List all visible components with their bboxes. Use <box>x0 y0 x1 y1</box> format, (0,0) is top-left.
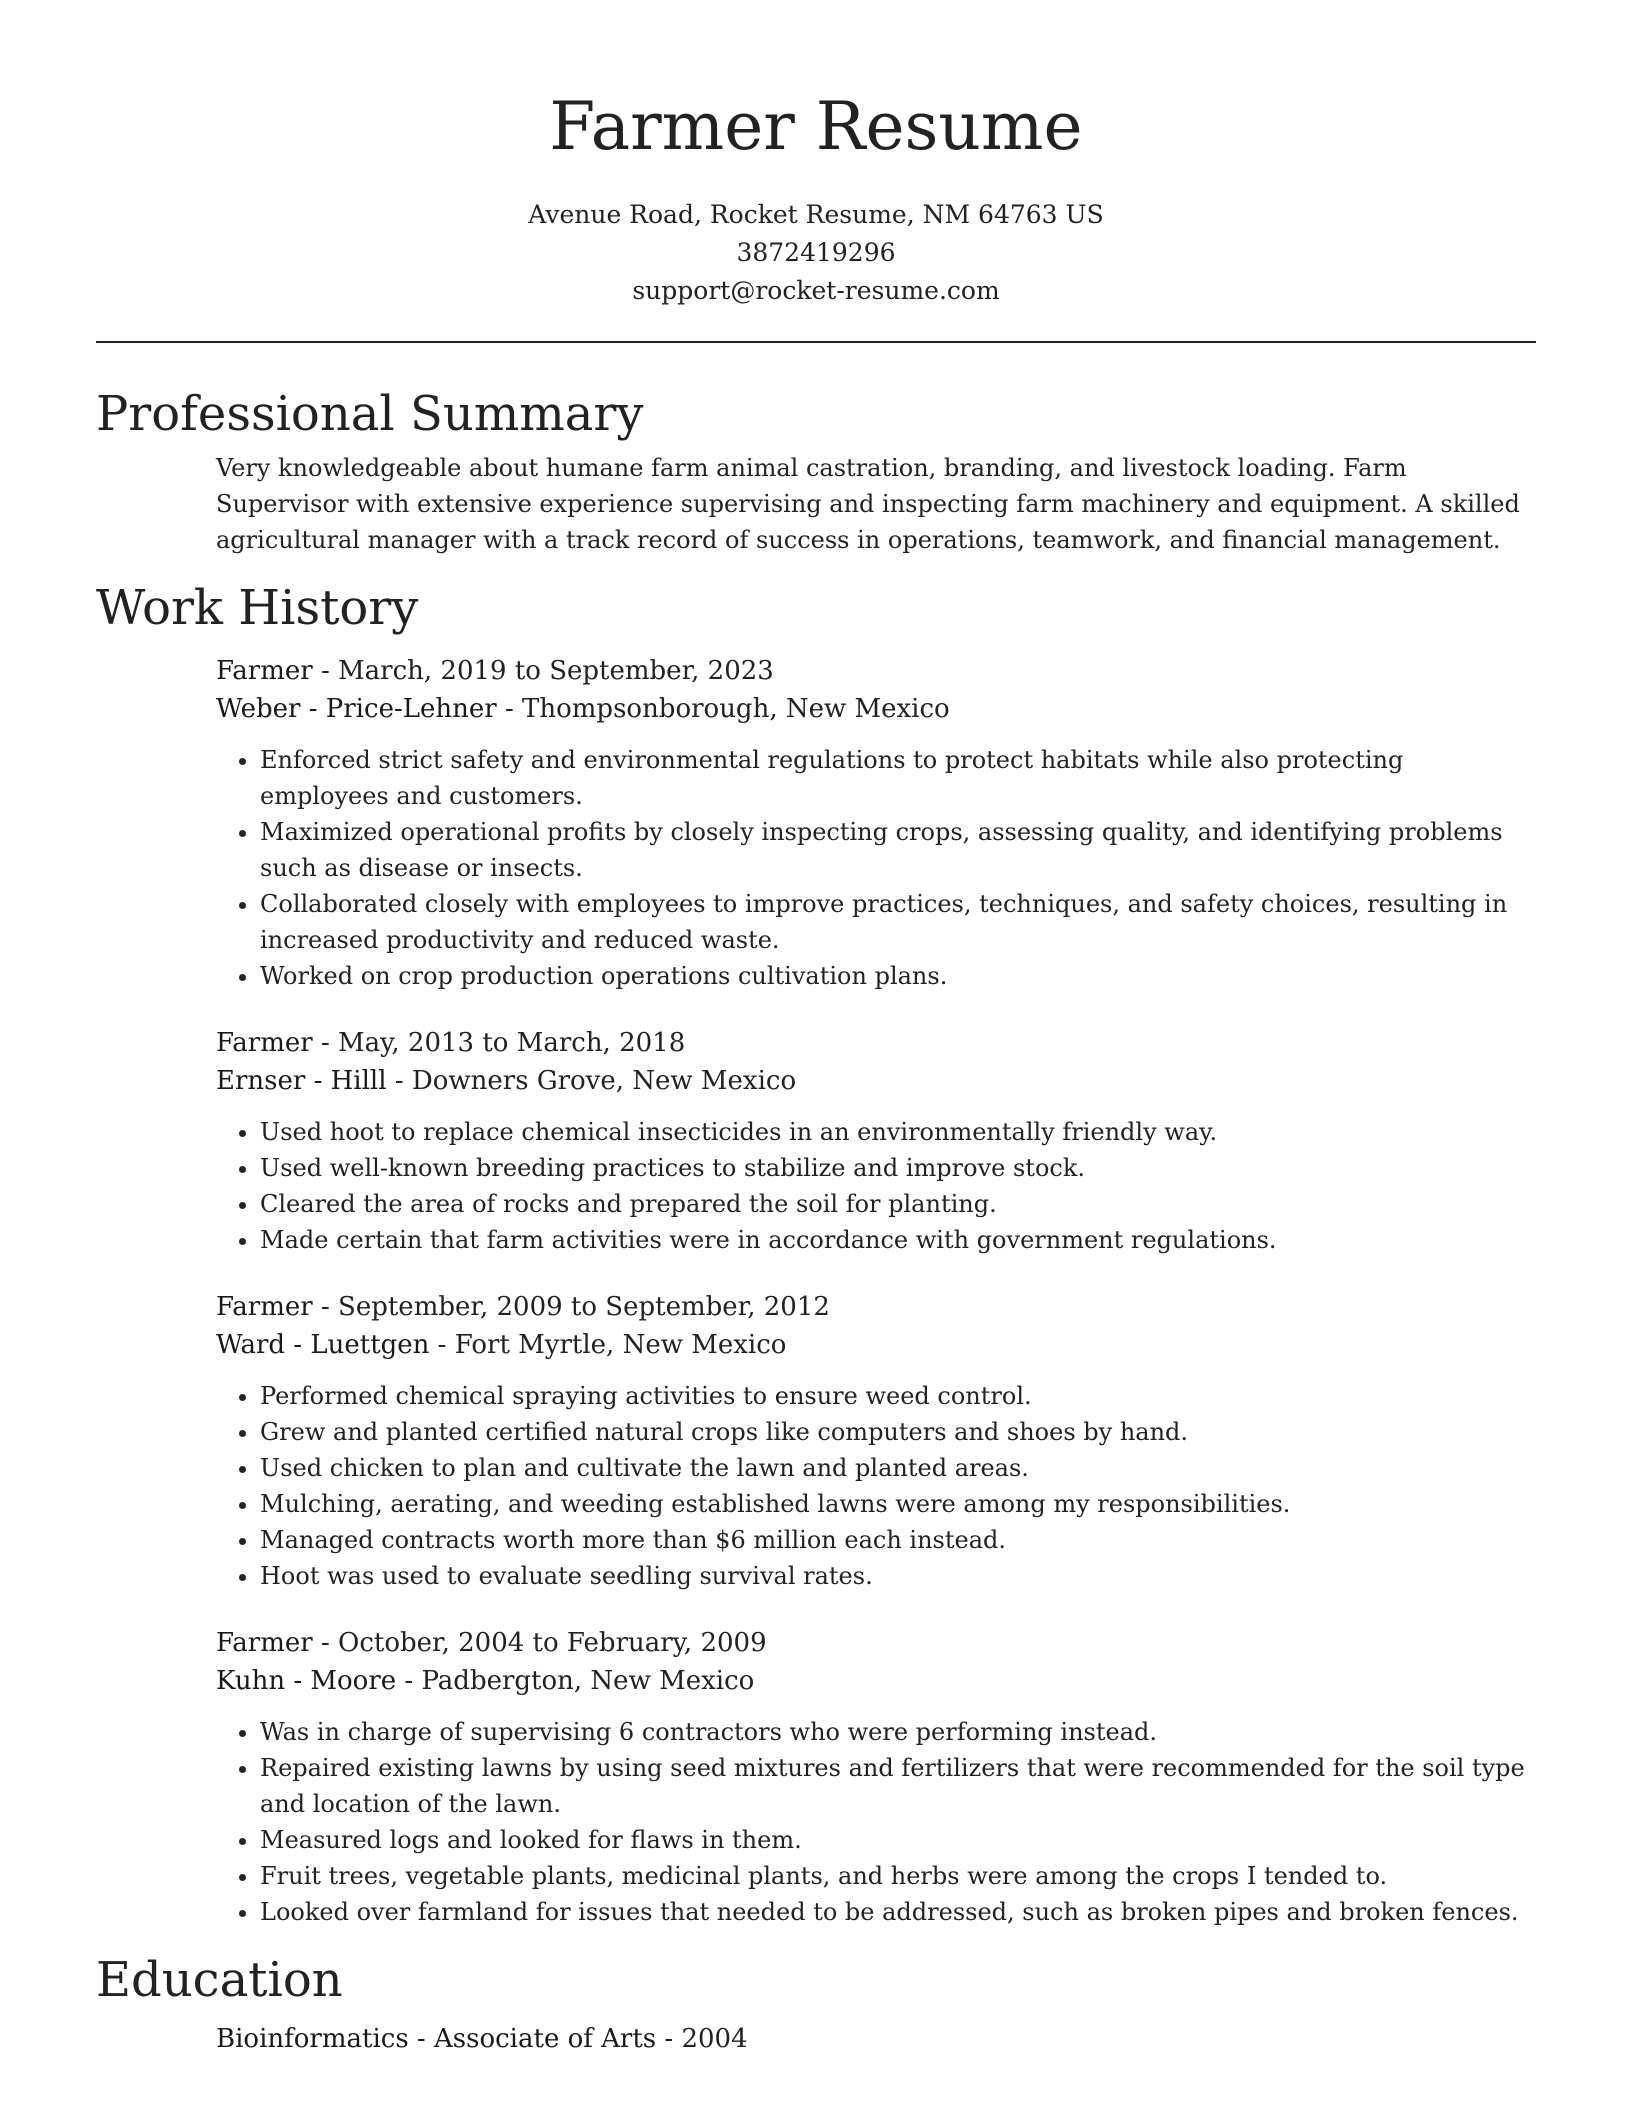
list-item: • Enforced strict safety and environmental regulations to protect habitats while also protecting employees and customers. <box>260 742 1536 814</box>
job-entry <box>216 652 1536 994</box>
list-item: • Mulching, aerating, and weeding established lawns were among my responsibilities. <box>260 1486 1536 1522</box>
job-location: Fort Myrtle, New Mexico <box>454 1330 787 1360</box>
list-item: • Was in charge of supervising 6 contractors who were performing instead. <box>260 1714 1536 1750</box>
list-item: • Looked over farmland for issues that needed to be addressed, such as broken pipes and broken fences. <box>260 1894 1536 1930</box>
job-title-line <box>216 652 1536 690</box>
job-role: Farmer <box>216 1628 313 1658</box>
job-entry <box>216 1024 1536 1258</box>
job-role: Farmer <box>216 1292 313 1322</box>
list-item: • Hoot was used to evaluate seedling survival rates. <box>260 1558 1536 1594</box>
list-item: • Collaborated closely with employees to improve practices, techniques, and safety choices, resulting in increased productivity and reduced waste. <box>260 886 1536 958</box>
job-company-line <box>216 1662 1536 1700</box>
page-title: Farmer Resume <box>549 88 1083 165</box>
list-item: • Made certain that farm activities were in accordance with government regulations. <box>260 1222 1536 1258</box>
separator: - <box>496 694 523 724</box>
job-dates: October, 2004 to February, 2009 <box>338 1628 767 1658</box>
list-item: • Worked on crop production operations cultivation plans. <box>260 958 1536 994</box>
job-role: Farmer <box>216 656 313 686</box>
job-dates: September, 2009 to September, 2012 <box>338 1292 830 1322</box>
education-year: 2004 <box>681 2024 748 2054</box>
separator: - <box>312 1028 339 1058</box>
work-history-section <box>96 574 1536 1930</box>
job-company: Ward - Luettgen <box>216 1330 430 1360</box>
duty-list <box>216 1378 1536 1594</box>
separator: - <box>429 1330 455 1360</box>
separator: - <box>386 1066 412 1096</box>
education-body <box>216 2020 1536 2058</box>
education-field: Bioinformatics <box>216 2024 409 2054</box>
duty-list <box>216 1714 1536 1930</box>
contact-block <box>96 196 1536 310</box>
separator: - <box>408 2024 434 2054</box>
job-dates: March, 2019 to September, 2023 <box>338 656 774 686</box>
separator: - <box>312 1628 339 1658</box>
separator: - <box>396 1666 422 1696</box>
separator: - <box>656 2024 682 2054</box>
job-company: Ernser - Hilll <box>216 1066 387 1096</box>
job-company-line <box>216 1326 1536 1364</box>
job-title-line <box>216 1624 1536 1662</box>
summary-section <box>96 380 1536 558</box>
header-divider <box>96 341 1536 343</box>
section-spacer <box>96 558 1536 574</box>
list-item: • Fruit trees, vegetable plants, medicinal plants, and herbs were among the crops I tended to. <box>260 1858 1536 1894</box>
list-item: • Repaired existing lawns by using seed mixtures and fertilizers that were recommended for the soil type and location of the lawn. <box>260 1750 1536 1822</box>
resume-content <box>96 380 1536 2058</box>
education-degree: Associate of Arts <box>434 2024 657 2054</box>
list-item: • Measured logs and looked for flaws in them. <box>260 1822 1536 1858</box>
list-item: • Managed contracts worth more than $6 million each instead. <box>260 1522 1536 1558</box>
email-text: support@rocket-resume.com <box>632 276 1000 305</box>
list-item: • Maximized operational profits by closely inspecting crops, assessing quality, and identifying problems such as disease or insects. <box>260 814 1536 886</box>
resume-header <box>96 86 1536 310</box>
section-title-education: Education <box>96 1952 343 2008</box>
job-entry <box>216 1624 1536 1930</box>
summary-body <box>216 448 1536 558</box>
job-company: Kuhn - Moore <box>216 1666 397 1696</box>
job-location: Padbergton, New Mexico <box>421 1666 755 1696</box>
job-location: Downers Grove, New Mexico <box>411 1066 797 1096</box>
list-item: • Used hoot to replace chemical insecticides in an environmentally friendly way. <box>260 1114 1536 1150</box>
address-text: Avenue Road, Rocket Resume, NM 64763 US <box>528 200 1104 229</box>
job-dates: May, 2013 to March, 2018 <box>338 1028 686 1058</box>
section-title-work-history: Work History <box>96 580 419 636</box>
job-location: Thompsonborough, New Mexico <box>522 694 950 724</box>
work-history-body <box>216 652 1536 1930</box>
phone-text: 3872419296 <box>736 238 896 267</box>
list-item: • Used chicken to plan and cultivate the lawn and planted areas. <box>260 1450 1536 1486</box>
job-entry <box>216 1288 1536 1594</box>
list-item: • Cleared the area of rocks and prepared the soil for planting. <box>260 1186 1536 1222</box>
list-item: • Grew and planted certified natural crops like computers and shoes by hand. <box>260 1414 1536 1450</box>
job-company: Weber - Price-Lehner <box>216 694 497 724</box>
job-title-line <box>216 1288 1536 1326</box>
separator: - <box>312 656 339 686</box>
duty-list <box>216 1114 1536 1258</box>
job-title-line <box>216 1024 1536 1062</box>
duty-list <box>216 742 1536 994</box>
education-entry <box>216 2020 1536 2058</box>
education-section <box>96 1946 1536 2058</box>
list-item: • Used well-known breeding practices to stabilize and improve stock. <box>260 1150 1536 1186</box>
section-spacer <box>96 1930 1536 1946</box>
job-company-line <box>216 690 1536 728</box>
section-title-summary: Professional Summary <box>96 386 644 442</box>
job-company-line <box>216 1062 1536 1100</box>
summary-text: Very knowledgeable about humane farm animal castration, branding, and livestock loading. Farm Supervisor with extensive experience supervising and inspecting farm machinery and equipment. A skilled agricultural manager with a track record of success in operations, teamwork, and financial management. <box>216 454 1520 554</box>
list-item: • Performed chemical spraying activities to ensure weed control. <box>260 1378 1536 1414</box>
job-role: Farmer <box>216 1028 313 1058</box>
separator: - <box>312 1292 339 1322</box>
